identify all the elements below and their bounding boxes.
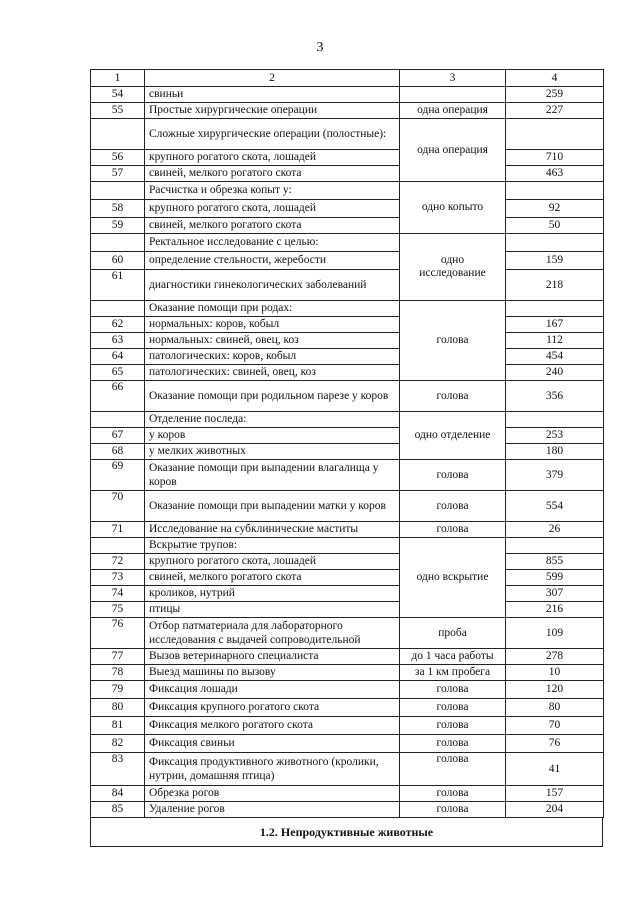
group-row: [91, 301, 604, 317]
table-row: [91, 649, 604, 665]
price-value: 599: [506, 570, 604, 586]
row-number: 69: [91, 460, 145, 491]
table-row: [91, 150, 604, 166]
table-row: [91, 252, 604, 270]
service-name: Фиксация свиньи: [145, 735, 400, 753]
group-row: [91, 234, 604, 252]
unit-cell: голова: [400, 717, 506, 735]
service-name: Вызов ветеринарного специалиста: [145, 649, 400, 665]
unit-cell: проба: [400, 618, 506, 649]
price-value: 120: [506, 681, 604, 699]
row-number: 78: [91, 665, 145, 681]
service-name: Удаление рогов: [145, 802, 400, 818]
price-value: 76: [506, 735, 604, 753]
price-value: 356: [506, 381, 604, 412]
service-name: определение стельности, жеребости: [145, 252, 400, 270]
table-row: [91, 586, 604, 602]
table-row: [91, 200, 604, 218]
header-col-3: 3: [400, 70, 506, 87]
row-number: 67: [91, 428, 145, 444]
table-row: [91, 365, 604, 381]
service-name: крупного рогатого скота, лошадей: [145, 150, 400, 166]
table-row: [91, 699, 604, 717]
unit-cell: голова: [400, 753, 506, 786]
unit-cell: одно исследование: [400, 234, 506, 301]
price-value: 554: [506, 491, 604, 522]
table-header-row: [91, 70, 604, 87]
unit-cell: одна операция: [400, 103, 506, 119]
table-row: [91, 218, 604, 234]
page-number: 3: [316, 40, 324, 55]
price-value: 109: [506, 618, 604, 649]
row-number: 85: [91, 802, 145, 818]
unit-cell: голова: [400, 491, 506, 522]
table-row: [91, 381, 604, 412]
price-value: 112: [506, 333, 604, 349]
service-name: свиней, мелкого рогатого скота: [145, 570, 400, 586]
row-number: 75: [91, 602, 145, 618]
row-number: 56: [91, 150, 145, 166]
unit-cell: [400, 87, 506, 103]
service-name: Выезд машины по вызову: [145, 665, 400, 681]
unit-cell: одна операция: [400, 119, 506, 182]
header-col-1: 1: [91, 70, 145, 87]
service-name: Фиксация крупного рогатого скота: [145, 699, 400, 717]
group-row: [91, 538, 604, 554]
row-number: 61: [91, 270, 145, 301]
price-value: 216: [506, 602, 604, 618]
table-row: [91, 428, 604, 444]
row-number: 74: [91, 586, 145, 602]
unit-cell: голова: [400, 381, 506, 412]
service-name: кроликов, нутрий: [145, 586, 400, 602]
price-value: 278: [506, 649, 604, 665]
row-number: 54: [91, 87, 145, 103]
row-number: 72: [91, 554, 145, 570]
price-value: 167: [506, 317, 604, 333]
price-value: 157: [506, 786, 604, 802]
row-number: 73: [91, 570, 145, 586]
group-title: Ректальное исследование с целью:: [145, 234, 400, 252]
price-value: 240: [506, 365, 604, 381]
service-name: Оказание помощи при выпадении матки у коров: [145, 491, 400, 522]
row-number: 80: [91, 699, 145, 717]
service-name: свиней, мелкого рогатого скота: [145, 218, 400, 234]
row-number: 58: [91, 200, 145, 218]
header-col-4: 4: [506, 70, 604, 87]
service-name: Оказание помощи при родильном парезе у коров: [145, 381, 400, 412]
table-row: [91, 681, 604, 699]
service-name: Оказание помощи при выпадении влагалища у коров: [145, 460, 400, 491]
table-row: [91, 802, 604, 818]
service-name: у мелких животных: [145, 444, 400, 460]
group-row: [91, 412, 604, 428]
service-name: Отбор патматериала для лабораторного исследования с выдачей сопроводительной: [145, 618, 400, 649]
price-value: 454: [506, 349, 604, 365]
row-number: 64: [91, 349, 145, 365]
price-value: 50: [506, 218, 604, 234]
table-row: [91, 333, 604, 349]
table-row: [91, 554, 604, 570]
service-name: крупного рогатого скота, лошадей: [145, 554, 400, 570]
service-name: птицы: [145, 602, 400, 618]
price-value: 26: [506, 522, 604, 538]
price-value: 379: [506, 460, 604, 491]
unit-cell: голова: [400, 699, 506, 717]
table-row: [91, 166, 604, 182]
price-value: 41: [506, 753, 604, 786]
table-row: [91, 665, 604, 681]
unit-cell: за 1 км пробега: [400, 665, 506, 681]
service-name: диагностики гинекологических заболеваний: [145, 270, 400, 301]
table-row: [91, 522, 604, 538]
price-value: 307: [506, 586, 604, 602]
unit-cell: до 1 часа работы: [400, 649, 506, 665]
row-number: 60: [91, 252, 145, 270]
service-name: Исследование на субклинические маститы: [145, 522, 400, 538]
price-table: [90, 69, 604, 818]
table-row: [91, 602, 604, 618]
unit-cell: одно копыто: [400, 182, 506, 234]
table-row: [91, 753, 604, 786]
table-row: [91, 460, 604, 491]
price-table-wrapper: [90, 69, 603, 847]
row-number: 81: [91, 717, 145, 735]
table-row: [91, 570, 604, 586]
row-number: 71: [91, 522, 145, 538]
price-value: 710: [506, 150, 604, 166]
price-value: 80: [506, 699, 604, 717]
row-number: 68: [91, 444, 145, 460]
price-value: 253: [506, 428, 604, 444]
service-name: Простые хирургические операции: [145, 103, 400, 119]
service-name: крупного рогатого скота, лошадей: [145, 200, 400, 218]
table-row: [91, 786, 604, 802]
price-value: 463: [506, 166, 604, 182]
row-number: 70: [91, 491, 145, 522]
service-name: Фиксация мелкого рогатого скота: [145, 717, 400, 735]
price-value: 204: [506, 802, 604, 818]
table-row: [91, 491, 604, 522]
section-title: 1.2. Непродуктивные животные: [90, 818, 603, 847]
table-row: [91, 717, 604, 735]
row-number: 66: [91, 381, 145, 412]
row-number: 83: [91, 753, 145, 786]
group-title: Отделение последа:: [145, 412, 400, 428]
unit-cell: голова: [400, 802, 506, 818]
header-col-2: 2: [145, 70, 400, 87]
group-row: [91, 182, 604, 200]
table-row: [91, 103, 604, 119]
price-value: 227: [506, 103, 604, 119]
row-number: 59: [91, 218, 145, 234]
unit-cell: одно вскрытие: [400, 538, 506, 618]
row-number: 79: [91, 681, 145, 699]
group-title: Расчистка и обрезка копыт у:: [145, 182, 400, 200]
unit-cell: голова: [400, 301, 506, 381]
service-name: свиней, мелкого рогатого скота: [145, 166, 400, 182]
service-name: нормальных: коров, кобыл: [145, 317, 400, 333]
unit-cell: голова: [400, 460, 506, 491]
row-number: 84: [91, 786, 145, 802]
row-number: 82: [91, 735, 145, 753]
service-name: патологических: свиней, овец, коз: [145, 365, 400, 381]
unit-cell: одно отделение: [400, 412, 506, 460]
service-name: Фиксация лошади: [145, 681, 400, 699]
group-title: Оказание помощи при родах:: [145, 301, 400, 317]
service-name: патологических: коров, кобыл: [145, 349, 400, 365]
table-row: [91, 618, 604, 649]
row-number: 76: [91, 618, 145, 649]
price-value: 159: [506, 252, 604, 270]
service-name: нормальных: свиней, овец, коз: [145, 333, 400, 349]
row-number: 63: [91, 333, 145, 349]
table-row: [91, 317, 604, 333]
price-value: 218: [506, 270, 604, 301]
price-value: 855: [506, 554, 604, 570]
unit-cell: голова: [400, 786, 506, 802]
table-row: [91, 270, 604, 301]
table-row: [91, 87, 604, 103]
unit-cell: голова: [400, 681, 506, 699]
service-name: Фиксация продуктивного животного (кролики, нутрии, домашняя птица): [145, 753, 400, 786]
unit-cell: голова: [400, 735, 506, 753]
table-row: [91, 444, 604, 460]
row-number: 77: [91, 649, 145, 665]
row-number: 65: [91, 365, 145, 381]
unit-cell: голова: [400, 522, 506, 538]
table-row: [91, 349, 604, 365]
row-number: 62: [91, 317, 145, 333]
group-title: Вскрытие трупов:: [145, 538, 400, 554]
service-name: Обрезка рогов: [145, 786, 400, 802]
group-title: Сложные хирургические операции (полостные):: [145, 119, 400, 150]
row-number: 55: [91, 103, 145, 119]
service-name: свиньи: [145, 87, 400, 103]
service-name: у коров: [145, 428, 400, 444]
price-value: 180: [506, 444, 604, 460]
table-row: [91, 735, 604, 753]
group-row: [91, 119, 604, 150]
price-value: 70: [506, 717, 604, 735]
price-value: 92: [506, 200, 604, 218]
price-value: 259: [506, 87, 604, 103]
price-value: 10: [506, 665, 604, 681]
row-number: 57: [91, 166, 145, 182]
